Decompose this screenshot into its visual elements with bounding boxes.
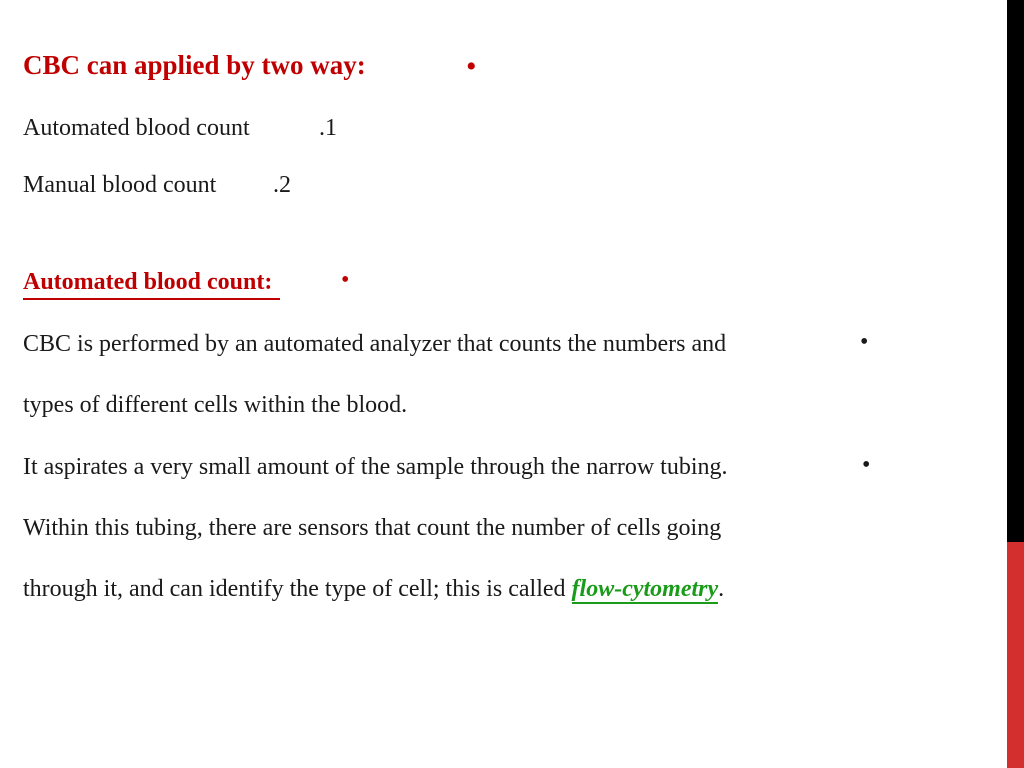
paragraph1-line1: CBC is performed by an automated analyzer that counts the numbers and [23,331,727,357]
paragraph2-line3 [23,577,724,601]
flow-cytometry-term: flow-cytometry [571,576,719,602]
section2-heading [23,270,280,294]
side-bar-black [1007,0,1024,542]
paragraph2-line1: It aspirates a very small amount of the sample through the narrow tubing. [23,454,728,480]
section1-heading: CBC can applied by two way: [23,50,366,80]
paragraph2-bullet-icon: • [862,452,871,478]
section2-heading-text: Automated blood count: [23,269,280,300]
paragraph2-line2: Within this tubing, there are sensors that count the number of cells going [23,515,722,541]
paragraph1-line2: types of different cells within the blood. [23,392,408,418]
list-item-number-1: .1 [319,115,337,141]
section1-bullet-icon: • [466,50,477,83]
list-item-automated: Automated blood count [23,115,250,141]
section2-bullet-icon: • [341,267,350,293]
list-item-number-2: .2 [273,172,291,198]
list-item-manual: Manual blood count [23,172,217,198]
paragraph2-line3-suffix: . [718,576,725,602]
paragraph2-line3-prefix: through it, and can identify the type of cell; this is called [23,576,572,602]
side-bar-red [1007,542,1024,768]
paragraph1-bullet-icon: • [860,329,869,355]
